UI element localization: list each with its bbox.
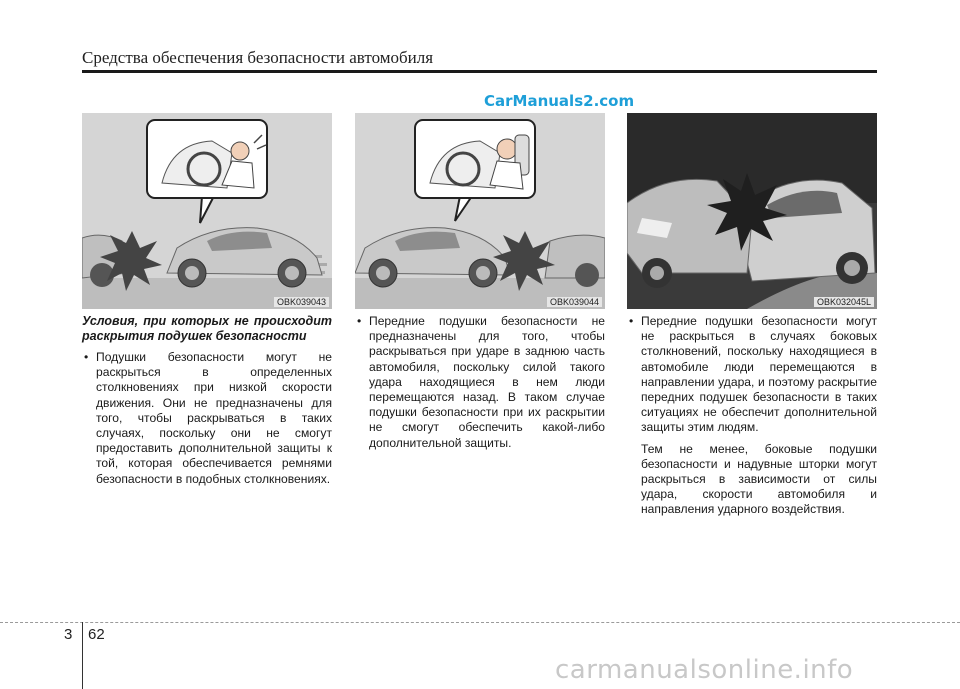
bullet-text: Передние подушки безопасности не предназначены для того, чтобы раскрываться при ударе в заднюю часть автомобиля, поскольку силой такого удара находящиеся в нем люди перемещаются назад. В таком случае подушки безопасности при их раскрытии не смогут обеспечить какой-либо дополнительной защиты.: [369, 314, 605, 450]
page-header-title: Средства обеспечения безопасности автомобиля: [82, 48, 434, 67]
bullet-icon: •: [629, 314, 634, 328]
bullet-paragraph: [355, 314, 605, 451]
figure-rear-impact: [355, 113, 605, 309]
bullet-icon: •: [84, 350, 89, 364]
figure-code: OBK039044: [547, 297, 602, 307]
figure-code: OBK032045L: [814, 297, 874, 307]
bullet-paragraph: [82, 350, 332, 487]
footer-vertical-rule: [82, 622, 83, 689]
figure-rear-collision: [82, 113, 332, 309]
watermark-top[interactable]: CarManuals2.com: [484, 92, 635, 110]
header-rule: [82, 70, 877, 73]
body-paragraph: Тем не менее, боковые подушки безопасности и надувные шторки могут раскрыться в зависимости от силы удара, скорости автомобиля и направления ударного воздействия.: [641, 441, 877, 517]
bullet-icon: •: [357, 314, 362, 328]
watermark-bottom[interactable]: carmanualsonline.info: [555, 655, 854, 685]
side-collision-illustration: [627, 113, 877, 309]
rear-impact-illustration: [355, 113, 605, 309]
column-2: [355, 314, 605, 457]
column-3: [627, 314, 877, 524]
section-heading: Условия, при которых не происходит раскрытия подушек безопасности: [82, 314, 332, 343]
bullet-text: Передние подушки безопасности могут не раскрыться в случаях боковых столкновений, поскольку находящиеся в автомобиле люди перемещаются в направлении удара, и поэтому раскрытие передних подушек безопасности в таких ситуациях не обеспечит дополнительной защиты этим людям.: [641, 314, 877, 435]
figure-code: OBK039043: [274, 297, 329, 307]
column-1: [82, 314, 332, 493]
bullet-text: Подушки безопасности могут не раскрыться в определенных столкновениях при низкой скорости движения. Они не предназначены для того, чтобы раскрываться в таких случаях, поскольку они не смогут предоставить дополнительной защиты к той, которая обеспечивается ремнями безопасности в подобных столкновениях.: [96, 350, 332, 486]
bullet-paragraph: [627, 314, 877, 436]
footer-dashed-rule: [0, 622, 960, 623]
page-number: 62: [88, 626, 105, 643]
figure-side-collision: [627, 113, 877, 309]
chapter-number: 3: [64, 626, 73, 643]
rear-collision-illustration: [82, 113, 332, 309]
